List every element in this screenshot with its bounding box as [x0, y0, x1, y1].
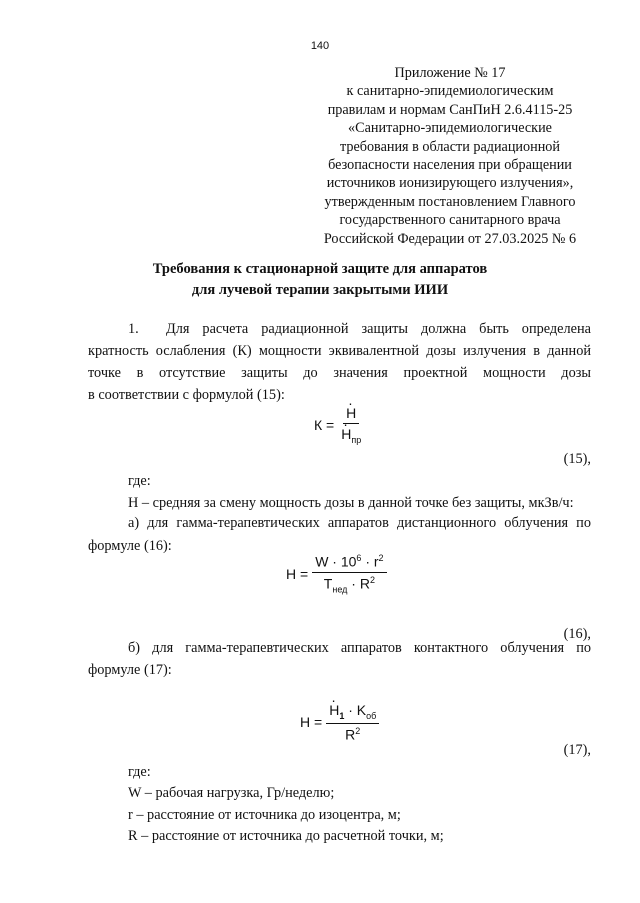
fraction: [312, 553, 386, 594]
formula-16: [286, 553, 387, 594]
appendix-line: требования в области радиационной: [339, 138, 560, 155]
numerator-part: · r: [361, 553, 379, 570]
paragraph-line: точке в отсутствие защиты до значения проектной мощности дозы: [88, 365, 591, 381]
page-number: 140: [310, 40, 330, 52]
denominator: [342, 724, 363, 743]
denominator-part: T: [323, 575, 333, 592]
subscript: 1: [339, 710, 345, 721]
appendix-line: правилам и нормам СанПиН 2.6.4115-25: [327, 101, 573, 118]
item-b-line: формуле (17):: [88, 662, 172, 678]
equation-number: (15),: [563, 451, 591, 467]
superscript: 2: [369, 574, 375, 585]
appendix-line: «Санитарно-эпидемиологические: [348, 120, 552, 137]
definition-item: W – рабочая нагрузка, Гр/неделю;: [128, 785, 335, 801]
formula-lhs: H =: [300, 714, 323, 731]
fraction: [338, 405, 364, 445]
fraction: [326, 702, 379, 742]
appendix-line: Приложение № 17: [394, 65, 506, 81]
appendix-header: [300, 64, 600, 248]
subscript: нед: [332, 584, 348, 595]
equation-number: (16),: [563, 626, 591, 642]
denominator-part: R: [345, 726, 356, 743]
denominator-part: · R: [347, 575, 370, 592]
where-label: где:: [128, 473, 151, 489]
appendix-line: Российской Федерации от 27.03.2025 № 6: [323, 230, 577, 247]
formula-lhs: К =: [314, 416, 335, 433]
superscript: 2: [378, 553, 384, 563]
appendix-line: утвержденным постановлением Главного: [324, 193, 576, 210]
title-line-2: для лучевой терапии закрытыми ИИИ: [191, 281, 449, 298]
superscript: 2: [355, 725, 361, 736]
numerator: [312, 553, 386, 573]
numerator-part: W · 10: [315, 553, 357, 570]
denominator: [338, 424, 364, 445]
item-a-line: формуле (16):: [88, 538, 172, 554]
paragraph-line: кратность ослабления (К) мощности эквивалентной дозы излучения в данной: [88, 343, 591, 359]
title-line-1: Требования к стационарной защите для аппаратов: [152, 261, 488, 277]
formula-lhs: H =: [286, 565, 309, 582]
item-b-line: б) для гамма-терапевтических аппаратов контактного облучения по: [128, 640, 591, 656]
denominator: [321, 573, 378, 594]
where-label: где:: [128, 764, 151, 780]
appendix-line: безопасности населения при обращении: [328, 157, 572, 174]
appendix-line: источников ионизирующего излучения»,: [326, 175, 574, 192]
paragraph-line: в соответствии с формулой (15):: [88, 387, 285, 403]
appendix-line: к санитарно-эпидемиологическим: [346, 83, 554, 100]
appendix-line: государственного санитарного врача: [339, 212, 561, 229]
paragraph-line: Для расчета радиационной защиты должна быть определена: [166, 321, 591, 337]
subscript: пр: [351, 434, 362, 445]
item-a-line: а) для гамма-терапевтических аппаратов дистанционного облучения по: [128, 515, 591, 531]
formula-15: [314, 405, 364, 445]
equation-number: (17),: [563, 742, 591, 758]
numerator: [326, 702, 379, 724]
h-dot-symbol: · H: [341, 426, 351, 442]
formula-17: [300, 702, 379, 742]
h-dot-symbol: · H: [329, 702, 339, 718]
definition-item: r – расстояние от источника до изоцентра, м;: [128, 807, 401, 823]
subscript: об: [366, 710, 377, 721]
document-title: [0, 259, 640, 300]
h-dot-symbol: · H: [346, 405, 356, 421]
paragraph-number: 1.: [128, 321, 139, 337]
superscript: 6: [356, 553, 362, 563]
definition-h: H – средняя за смену мощность дозы в данной точке без защиты, мкЗв/ч:: [128, 495, 574, 511]
numerator-part: · K: [344, 702, 367, 718]
definition-item: R – расстояние от источника до расчетной точки, м;: [128, 828, 444, 844]
